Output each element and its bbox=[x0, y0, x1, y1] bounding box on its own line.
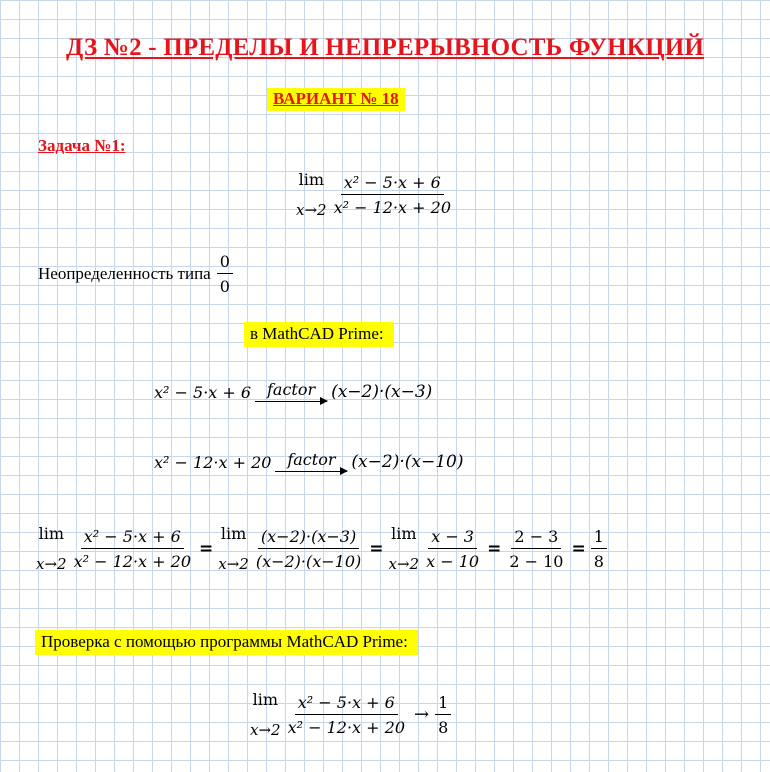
equals-sign: = bbox=[571, 538, 586, 559]
chain-result-den: 8 bbox=[593, 551, 604, 571]
chain-result-num: 1 bbox=[591, 527, 607, 549]
lim-word: lim bbox=[252, 690, 278, 709]
lim-word: lim bbox=[38, 524, 64, 543]
limit-denominator: x² − 12·x + 20 bbox=[333, 197, 451, 217]
chain-numerator-3: x − 3 bbox=[428, 527, 477, 549]
lim-subscript: x→2 bbox=[250, 721, 281, 739]
check-denominator: x² − 12·x + 20 bbox=[287, 717, 405, 737]
chain-fraction-3 bbox=[423, 527, 482, 571]
chain-fraction-2 bbox=[253, 527, 364, 571]
check-lim bbox=[250, 690, 281, 739]
equals-sign: = bbox=[487, 538, 502, 559]
limit-chain bbox=[36, 524, 607, 573]
lim-subscript: x→2 bbox=[296, 201, 327, 219]
chain-numerator-1: x² − 5·x + 6 bbox=[81, 527, 184, 549]
page-title: ДЗ №2 - ПРЕДЕЛЫ И НЕПРЕРЫВНОСТЬ ФУНКЦИЙ bbox=[65, 34, 705, 61]
lim-subscript: x→2 bbox=[388, 555, 420, 573]
equals-sign: = bbox=[369, 538, 384, 559]
mathcad-label: в MathCAD Prime: bbox=[244, 322, 394, 347]
indeterminacy-line bbox=[38, 252, 233, 296]
lim-word: lim bbox=[220, 524, 247, 543]
chain-denominator-1: x² − 12·x + 20 bbox=[73, 551, 191, 571]
chain-numerator-4: 2 − 3 bbox=[511, 527, 561, 549]
chain-denominator-2: (x−2)·(x−10) bbox=[255, 551, 362, 571]
factor-row-1 bbox=[154, 382, 432, 402]
chain-fraction-4 bbox=[506, 527, 566, 571]
factor1-rhs: (x−2)·(x−3) bbox=[331, 382, 433, 402]
indeterminacy-den: 0 bbox=[219, 277, 230, 296]
equals-sign: = bbox=[199, 538, 214, 559]
lim-subscript: x→2 bbox=[36, 555, 67, 573]
chain-fraction-1 bbox=[71, 527, 194, 571]
indeterminacy-num: 0 bbox=[217, 252, 233, 274]
check-result-den: 8 bbox=[438, 717, 449, 737]
arrow-right-icon: → bbox=[414, 704, 430, 725]
chain-result bbox=[591, 527, 607, 571]
factor2-keyword: factor bbox=[287, 450, 336, 469]
factor2-rhs: (x−2)·(x−10) bbox=[351, 452, 464, 472]
lim-word: lim bbox=[391, 524, 417, 543]
limit-numerator: x² − 5·x + 6 bbox=[341, 173, 444, 195]
check-result-num: 1 bbox=[435, 693, 451, 715]
factor2-arrow bbox=[275, 452, 347, 472]
check-result bbox=[435, 693, 451, 737]
chain-lim-2 bbox=[218, 524, 249, 573]
limit-fraction bbox=[331, 173, 454, 217]
factor2-lhs: x² − 12·x + 20 bbox=[154, 452, 272, 472]
chain-numerator-2: (x−2)·(x−3) bbox=[258, 527, 359, 549]
limit-expression bbox=[296, 170, 454, 219]
check-numerator: x² − 5·x + 6 bbox=[295, 693, 398, 715]
check-label: Проверка с помощью программы MathCAD Prime: bbox=[35, 630, 418, 655]
lim-subscript: x→2 bbox=[218, 555, 249, 573]
arrow-right-icon bbox=[275, 471, 347, 472]
check-fraction bbox=[285, 693, 408, 737]
chain-lim-1 bbox=[36, 524, 67, 573]
task-label: Задача №1: bbox=[38, 136, 126, 155]
factor1-keyword: factor bbox=[266, 380, 316, 399]
limit-operator bbox=[296, 170, 327, 219]
factor1-arrow bbox=[255, 382, 327, 402]
indeterminacy-fraction bbox=[217, 252, 233, 296]
indeterminacy-text: Неопределенность типа bbox=[38, 264, 211, 283]
check-expression bbox=[250, 690, 451, 739]
variant-label: ВАРИАНТ № 18 bbox=[267, 88, 405, 111]
factor-row-2 bbox=[154, 452, 463, 472]
chain-lim-3 bbox=[389, 524, 420, 573]
arrow-right-icon bbox=[255, 401, 327, 402]
chain-denominator-4: 2 − 10 bbox=[509, 551, 564, 571]
lim-word: lim bbox=[298, 170, 324, 189]
chain-denominator-3: x − 10 bbox=[426, 551, 480, 571]
factor1-lhs: x² − 5·x + 6 bbox=[154, 382, 252, 402]
